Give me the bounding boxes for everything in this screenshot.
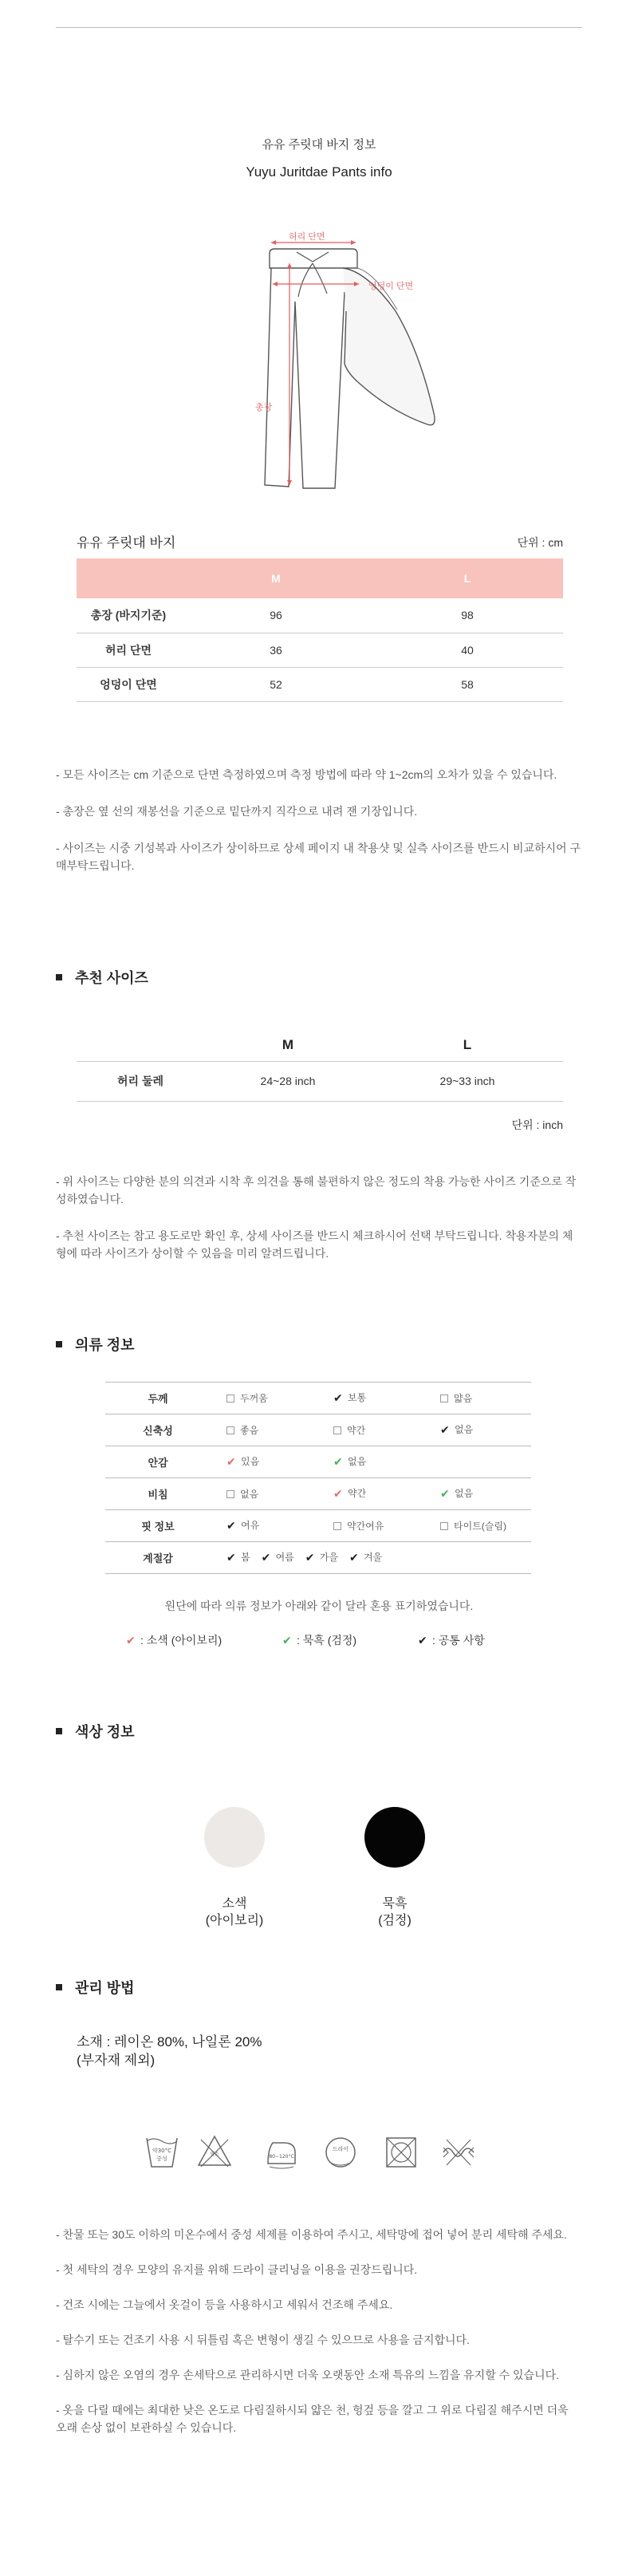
fabric-row (105, 1542, 531, 1574)
fabric-option-text: 두꺼움 (240, 1393, 268, 1404)
fabric-row (105, 1478, 531, 1510)
no-wring-icon (440, 2132, 477, 2173)
fabric-option-text: 봄 (241, 1552, 250, 1564)
section-title-recommend (56, 967, 148, 988)
fabric-row-label: 안감 (105, 1446, 211, 1478)
recommend-header-row (77, 1029, 563, 1061)
fabric-option-cell (317, 1383, 424, 1414)
fabric-row-label: 핏 정보 (105, 1510, 211, 1542)
note-text: - 위 사이즈는 다양한 분의 의견과 시착 후 의견을 통해 불편하지 않은 정도의 착용 가능한 사이즈 기준으로 작성하였습니다. (56, 1175, 577, 1205)
pink-check-icon: ✔ (333, 1486, 343, 1500)
table-cell: 98 (372, 598, 563, 633)
section-title-text: 추천 사이즈 (75, 970, 148, 986)
product-title-en: Yuyu Juritdae Pants info (246, 164, 392, 179)
note-text: - 사이즈는 시중 기성복과 사이즈가 상이하므로 상세 페이지 내 착용샷 및 실측 사이즈를 반드시 비교하시어 구매부탁드립니다. (56, 842, 581, 872)
fabric-option-text: 있음 (241, 1456, 260, 1468)
svg-text:염소: 염소 (210, 2152, 219, 2157)
note-text: - 첫 세탁의 경우 모양의 유지를 위해 드라이 클리닝을 이용을 권장드립니다. (56, 2263, 418, 2276)
size-table (77, 558, 563, 702)
checkbox-empty-icon (440, 1522, 448, 1530)
fabric-row (105, 1383, 531, 1414)
fabric-row-label: 계절감 (105, 1542, 211, 1574)
fabric-option (440, 1488, 473, 1499)
fabric-option (333, 1456, 366, 1467)
fabric-option (333, 1521, 384, 1532)
legend-item-common (418, 1632, 485, 1648)
checkbox-empty-icon (226, 1490, 234, 1498)
recommend-header-cell (77, 1029, 204, 1061)
fabric-option-text: 없음 (240, 1489, 259, 1500)
note-text: - 모든 사이즈는 cm 기준으로 단면 측정하였으며 측정 방법에 따라 약 1~2cm의 오차가 있을 수 있습니다. (56, 768, 557, 781)
fabric-option-text: 좋음 (240, 1425, 259, 1436)
bullet-square (56, 974, 62, 980)
no-tumble-dry-icon (383, 2132, 419, 2173)
fabric-option (226, 1489, 258, 1500)
waist-dimension-label: 허리 단면 (289, 232, 325, 242)
bullet-square (56, 1984, 62, 1990)
checkbox-empty-icon (226, 1426, 234, 1434)
row-label: 허리 단면 (77, 633, 180, 667)
color-swatch-black[interactable] (364, 1807, 425, 1868)
fabric-row (105, 1510, 531, 1542)
checkbox-empty-icon (333, 1426, 341, 1434)
fabric-option (440, 1424, 473, 1435)
material-text: 소재 : 레이온 80%, 나일론 20% (77, 2034, 262, 2049)
wash-30-icon (144, 2132, 180, 2173)
bullet-square (56, 1728, 62, 1734)
green-check-icon: ✔ (282, 1633, 292, 1647)
fabric-option-text: 여유 (241, 1520, 260, 1532)
svg-text:중성: 중성 (156, 2156, 167, 2162)
section-title-text: 색상 정보 (75, 1724, 135, 1740)
fabric-option-cell (424, 1414, 531, 1446)
table-cell: 96 (180, 598, 372, 633)
note-text: - 옷을 다릴 때에는 최대한 낮은 온도로 다림질하시되 얇은 천, 헝겊 등을 깔고 그 위로 다림질 해주시면 더욱 오래 손상 없이 보관하실 수 있습니다. (56, 2404, 569, 2434)
black-check-icon: ✔ (333, 1391, 343, 1404)
table-row (77, 598, 563, 633)
hip-dimension-label: 엉덩이 단면 (368, 282, 414, 291)
material-info (77, 2033, 262, 2069)
color-name: 소색 (222, 1897, 247, 1911)
row-label: 총장 (바지기준) (77, 598, 180, 633)
size-table-title: 유유 주릿대 바지 (77, 535, 176, 550)
recommend-header-cell: M (282, 1036, 294, 1052)
fabric-option-cell (211, 1478, 317, 1510)
note-text: - 심하지 않은 오염의 경우 손세탁으로 관리하시면 더욱 오랫동안 소재 특유의 느낌을 유지할 수 있습니다. (56, 2369, 560, 2381)
color-name: 묵흑 (382, 1897, 408, 1911)
black-check-icon: ✔ (226, 1518, 236, 1532)
fabric-option (333, 1488, 366, 1499)
note-text: - 추천 사이즈는 참고 용도로만 확인 후, 상세 사이즈를 반드시 체크하시어 선택 부탁드립니다. 착용자분의 체형에 따라 사이즈가 상이할 수 있음을 미리 알려드립니다. (56, 1229, 573, 1260)
table-cell: 40 (372, 633, 563, 667)
color-label-ivory (187, 1896, 282, 1929)
length-dimension-label: 총장 (255, 403, 273, 412)
section-title-fabric (56, 1334, 135, 1355)
note-text: - 탈수기 또는 건조기 사용 시 뒤틀림 혹은 변형이 생길 수 있으므로 사용을 금지합니다. (56, 2333, 470, 2346)
size-table-header-cell (77, 558, 180, 598)
fabric-option-text: 없음 (348, 1456, 367, 1468)
section-title-colors (56, 1721, 135, 1742)
fabric-option-cell (211, 1542, 531, 1574)
fabric-option-text: 약간 (347, 1425, 366, 1436)
checkbox-empty-icon (333, 1522, 341, 1530)
black-check-icon: ✔ (349, 1550, 359, 1564)
size-notes (56, 766, 582, 894)
black-check-icon: ✔ (305, 1550, 315, 1564)
fabric-option-cell (317, 1414, 424, 1446)
fabric-option (262, 1550, 294, 1564)
recommend-notes (56, 1173, 582, 1281)
recommend-table (77, 1029, 563, 1102)
green-check-icon: ✔ (333, 1454, 343, 1468)
table-cell: 36 (180, 633, 372, 667)
table-row (77, 1061, 563, 1101)
table-row (77, 633, 563, 667)
legend-item-black (282, 1632, 356, 1648)
fabric-option-cell (317, 1446, 424, 1478)
product-title-ko: 유유 주릿대 바지 정보 (262, 138, 376, 152)
recommend-header-cell: L (463, 1036, 472, 1052)
black-check-icon: ✔ (440, 1422, 450, 1436)
fabric-row-label: 신축성 (105, 1414, 211, 1446)
fabric-row-label: 비침 (105, 1478, 211, 1510)
size-table-unit: 단위 : cm (517, 536, 563, 549)
checkbox-empty-icon (440, 1395, 448, 1402)
fabric-option-text: 겨울 (363, 1552, 383, 1564)
iron-80-120-icon (263, 2132, 300, 2173)
table-cell: 29~33 inch (372, 1061, 563, 1101)
svg-text:약30°C: 약30°C (152, 2148, 172, 2154)
fabric-option-cell (211, 1446, 317, 1478)
color-sub: (아이보리) (205, 1914, 264, 1927)
fabric-option-text: 없음 (455, 1424, 474, 1436)
pants-diagram (239, 215, 447, 519)
black-check-icon: ✔ (261, 1550, 271, 1564)
fabric-option (305, 1550, 338, 1564)
fabric-option (349, 1550, 382, 1564)
section-title-text: 관리 방법 (75, 1980, 135, 1996)
svg-text:80~120°C: 80~120°C (269, 2154, 294, 2160)
top-divider (56, 27, 582, 28)
table-cell: 58 (372, 667, 563, 701)
fabric-option-text: 가을 (319, 1552, 338, 1564)
fabric-option-text: 타이트(슬림) (454, 1521, 506, 1532)
size-table-header-cell: M (180, 558, 372, 598)
fabric-option (333, 1425, 365, 1436)
material-sub: (부자재 제외) (77, 2053, 156, 2068)
fabric-option-cell (424, 1478, 531, 1510)
section-title-care (56, 1977, 135, 1998)
fabric-option-text: 여름 (275, 1552, 294, 1564)
fabric-option (226, 1520, 259, 1531)
fabric-option (333, 1392, 366, 1403)
dry-clean-icon (322, 2132, 359, 2173)
fabric-option-cell (424, 1383, 531, 1414)
legend-text: : 묵흑 (검정) (297, 1634, 357, 1647)
row-label: 엉덩이 단면 (77, 667, 180, 701)
fabric-option-cell (211, 1383, 317, 1414)
note-text: - 건조 시에는 그늘에서 옷걸이 등을 사용하시고 세워서 건조해 주세요. (56, 2298, 393, 2311)
color-swatch-ivory[interactable] (204, 1807, 265, 1868)
fabric-option-cell (211, 1414, 317, 1446)
fabric-row (105, 1414, 531, 1446)
svg-text:드라이: 드라이 (332, 2146, 349, 2152)
no-chlorine-bleach-icon (196, 2132, 233, 2173)
fabric-option-cell (424, 1446, 531, 1478)
legend-text: : 공통 사항 (432, 1634, 485, 1647)
fabric-option-text: 얇음 (454, 1393, 473, 1404)
care-notes (56, 2226, 582, 2454)
fabric-option (226, 1425, 258, 1436)
fabric-option-text: 없음 (455, 1488, 474, 1500)
fabric-option-cell (211, 1510, 317, 1542)
pink-check-icon: ✔ (126, 1633, 136, 1647)
black-check-icon: ✔ (418, 1633, 427, 1647)
fabric-option (226, 1456, 259, 1467)
color-label-black (347, 1896, 443, 1929)
note-text: - 찬물 또는 30도 이하의 미온수에서 중성 세제를 이용하여 주시고, 세탁망에 접어 넣어 분리 세탁해 주세요. (56, 2228, 567, 2241)
fabric-info-table (105, 1382, 531, 1574)
recommend-unit: 단위 : inch (511, 1118, 563, 1131)
checkbox-empty-icon (226, 1395, 234, 1402)
table-cell: 52 (180, 667, 372, 701)
fabric-option-cell (317, 1478, 424, 1510)
fabric-option-text: 보통 (348, 1392, 367, 1404)
bullet-square (56, 1341, 62, 1347)
black-check-icon: ✔ (226, 1550, 236, 1564)
section-title-text: 의류 정보 (75, 1337, 135, 1353)
fabric-row (105, 1446, 531, 1478)
fabric-option-cell (424, 1510, 531, 1542)
fabric-row-label: 두께 (105, 1383, 211, 1414)
green-check-icon: ✔ (440, 1486, 450, 1500)
size-table-header-cell: L (372, 558, 563, 598)
fabric-option (226, 1393, 268, 1404)
pink-check-icon: ✔ (226, 1454, 236, 1468)
fabric-legend-note: 원단에 따라 의류 정보가 아래와 같이 달라 혼용 표기하였습니다. (164, 1600, 474, 1612)
fabric-option (440, 1521, 506, 1532)
color-sub: (검정) (378, 1914, 412, 1927)
size-table-header-row (77, 558, 563, 598)
table-cell: 24~28 inch (204, 1061, 372, 1101)
legend-text: : 소색 (아이보리) (140, 1634, 223, 1647)
fabric-option-cell (317, 1510, 424, 1542)
fabric-option-text: 약간여유 (347, 1521, 384, 1532)
row-label: 허리 둘레 (77, 1061, 204, 1101)
legend-item-ivory (126, 1632, 222, 1648)
fabric-option (440, 1393, 472, 1404)
fabric-option-text: 약간 (348, 1488, 367, 1500)
note-text: - 총장은 옆 선의 재봉선을 기준으로 밑단까지 직각으로 내려 잰 기장입니다. (56, 805, 418, 818)
fabric-option (226, 1550, 250, 1564)
table-row (77, 667, 563, 701)
